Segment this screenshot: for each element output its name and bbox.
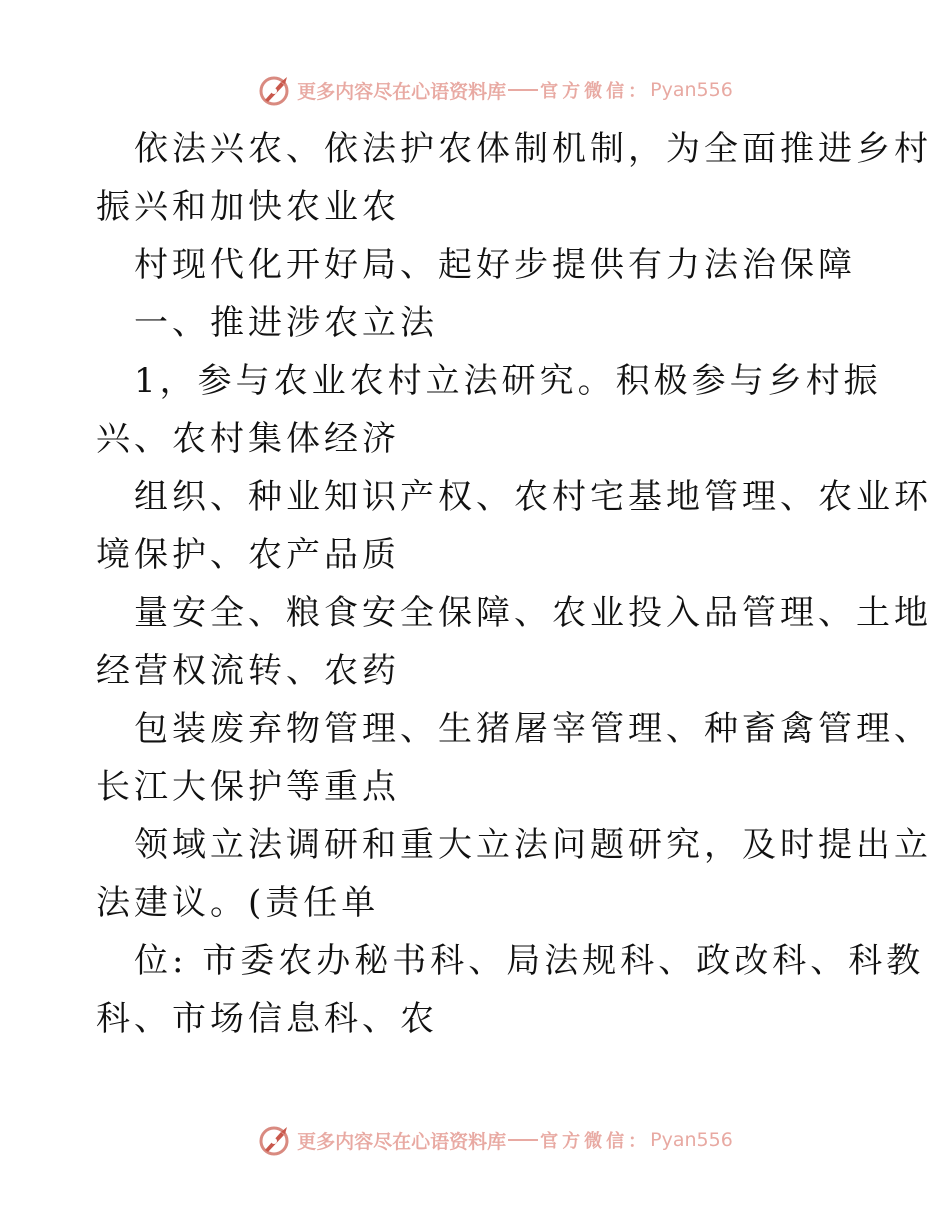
text-line: 包装废弃物管理、生猪屠宰管理、种畜禽管理、 <box>134 709 932 749</box>
banner-dash-divider <box>508 1139 538 1141</box>
banner-wechat-id: Pyan556 <box>650 1129 733 1151</box>
text-line: 法建议。(责任单 <box>96 883 380 923</box>
header-banner <box>0 70 950 110</box>
text-line: 兴、农村集体经济 <box>96 419 400 459</box>
text-line: 科、市场信息科、农 <box>96 999 438 1039</box>
banner-wechat-label: 官方微信： <box>540 81 651 102</box>
quill-pen-logo-icon <box>257 73 291 107</box>
text-line: 位: 市委农办秘书科、局法规科、政改科、科教 <box>134 941 925 981</box>
banner-wechat-label: 官方微信： <box>540 1131 651 1152</box>
text-line: 量安全、粮食安全保障、农业投入品管理、土地 <box>134 593 932 633</box>
banner-content <box>257 1123 733 1157</box>
text-line: 依法兴农、依法护农体制机制，为全面推进乡村 <box>134 129 932 169</box>
section-heading: 一、推进涉农立法 <box>134 303 438 343</box>
text-line: 振兴和加快农业农 <box>96 187 400 227</box>
quill-pen-logo-icon <box>257 1123 291 1157</box>
banner-site-text: 更多内容尽在心语资料库 <box>297 1130 507 1153</box>
banner-content <box>257 73 733 107</box>
footer-banner <box>0 1120 950 1160</box>
text-line: 经营权流转、农药 <box>96 651 400 691</box>
text-line: 领域立法调研和重大立法问题研究，及时提出立 <box>134 825 932 865</box>
banner-site-text: 更多内容尽在心语资料库 <box>297 80 507 103</box>
text-line: 长江大保护等重点 <box>96 767 400 807</box>
text-line: 境保护、农产品质 <box>96 535 400 575</box>
text-line: 组织、种业知识产权、农村宅基地管理、农业环 <box>134 477 932 517</box>
banner-dash-divider <box>508 89 538 91</box>
banner-wechat-id: Pyan556 <box>650 79 733 101</box>
text-line: 1，参与农业农村立法研究。积极参与乡村振 <box>134 361 882 401</box>
body-text <box>96 120 932 1048</box>
text-line: 村现代化开好局、起好步提供有力法治保障 <box>134 245 856 285</box>
